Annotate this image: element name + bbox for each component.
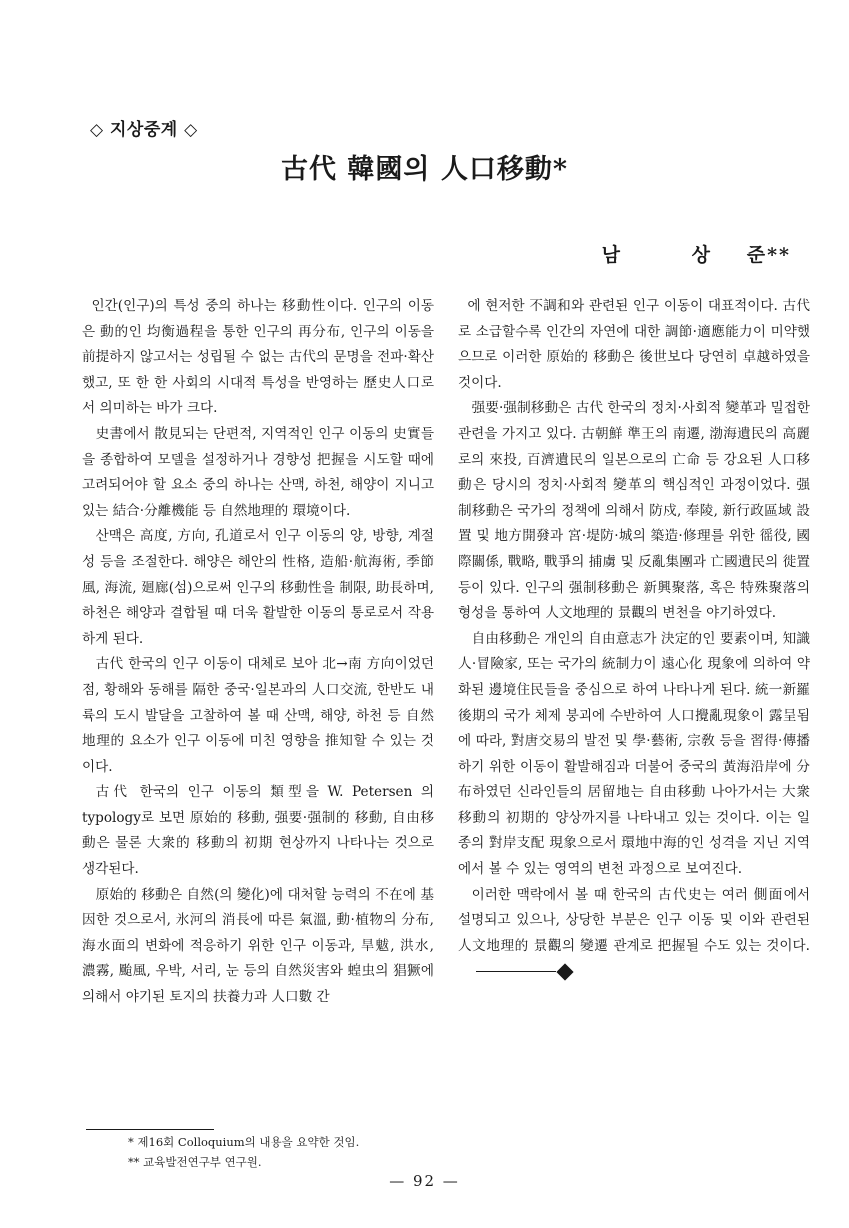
footnote-divider — [86, 1129, 214, 1130]
page-number: — 92 — — [389, 1172, 460, 1190]
author-char: 상 — [691, 244, 712, 266]
left-column — [82, 294, 434, 1011]
section-label: ◇ 지상중계 ◇ — [90, 120, 198, 140]
article-title: 古代 韓國의 人口移動* — [280, 154, 568, 185]
paragraph: 산맥은 高度, 方向, 孔道로서 인구 이동의 양, 방향, 계절성 등을 조절한다. 해양은 해안의 性格, 造船·航海術, 季節風, 海流, 廻廊(섬)으로써 인구의 移動性을 制限, 助長하며, 하천은 해양과 결합될 때 더욱 활발한 이동의 통로로서 작용하게 된다. — [82, 528, 434, 647]
paragraph: 古代 한국의 인구 이동의 類型을 W. Petersen 의 typology로 보면 原始的 移動, 强要·强制的 移動, 自由移動은 물론 大衆的 移動의 初期 현상까지 나타나는 것으로 생각된다. — [82, 784, 434, 878]
footnote: ** 교육발전연구부 연구원. — [128, 1155, 262, 1169]
paragraph-text: 이러한 맥락에서 볼 때 한국의 古代史는 여러 側面에서 설명되고 있으나, 상당한 부분은 인구 이동 및 이와 관련된 人文地理的 景觀의 變遷 관계로 把握될 수도 있는 것이다. — [458, 886, 810, 954]
paragraph: 强要·强制移動은 古代 한국의 정치·사회적 變革과 밀접한 관련을 가지고 있다. 古朝鮮 準王의 南遷, 渤海遺民의 高麗로의 來投, 百濟遺民의 일본으로의 亡命 등 강요된 人口移動은 당시의 정치·사회적 變革의 핵심적인 과정이었다. 强制移動은 국가의 정책에 의해서 防戍, 奉陵, 新行政區域 設置 및 地方開發과 宮·堤防·城의 築造·修理를 위한 徭役, 國際關係, 戰略, 戰爭의 捕虜 및 反亂集團과 亡國遺民의 徙置 등이 있다. 인구의 强制移動은 新興聚落, 혹은 特殊聚落의 형성을 통하여 人文地理的 景觀의 변천을 야기하였다. — [458, 400, 810, 622]
paragraph-last — [458, 883, 810, 985]
author-char: 남 — [601, 244, 622, 266]
paragraph: 인간(인구)의 특성 중의 하나는 移動性이다. 인구의 이동은 動的인 均衡過程을 통한 인구의 再分布, 인구의 이동을 前提하지 않고서는 성립될 수 없는 古代의 문명을 전파·확산했고, 또 한 한 사회의 시대적 특성을 반영하는 歷史人口로서 의미하는 바가 크다. — [82, 298, 434, 417]
right-column — [458, 294, 810, 985]
paragraph: 古代 한국의 인구 이동이 대체로 보아 北→南 方向이었던 점, 황해와 동해를 隔한 중국·일본과의 人口交流, 한반도 내륙의 도시 발달을 고찰하여 볼 때 산맥, 해양, 하천 등 自然地理的 요소가 인구 이동에 미친 영향을 推知할 수 있는 것이다. — [82, 656, 434, 775]
author-char: 준** — [746, 244, 791, 266]
footnote: * 제16회 Colloquium의 내용을 요약한 것임. — [128, 1135, 360, 1149]
author-name — [567, 240, 791, 267]
end-mark-icon — [462, 959, 571, 985]
paragraph: 에 현저한 不調和와 관련된 인구 이동이 대표적이다. 古代로 소급할수록 인간의 자연에 대한 調節·適應能力이 미약했으므로 이러한 原始的 移動은 後世보다 당연히 卓越하였을 것이다. — [458, 298, 810, 391]
paragraph: 原始的 移動은 自然(의 變化)에 대처할 능력의 不在에 基因한 것으로서, 氷河의 消長에 따른 氣溫, 動·植物의 分布, 海水面의 변화에 적응하기 위한 인구 이동과, 旱魃, 洪水, 濃霧, 颱風, 우박, 서리, 눈 등의 自然災害와 蝗虫의 猖獗에 의해서 야기된 토지의 扶養力과 人口數 간 — [82, 886, 434, 1006]
paragraph: 自由移動은 개인의 自由意志가 決定的인 要素이며, 知識人·冒險家, 또는 국가의 統制力이 遠心化 現象에 의하여 약화된 邊境住民들을 중심으로 하여 나타나게 된다. 統一新羅 後期의 국가 체제 붕괴에 수반하여 人口攪亂現象이 露呈됨에 따라, 對唐交易의 발전 및 學·藝術, 宗敎 등을 習得·傳播하기 위한 이동이 활발해짐과 더불어 중국의 黃海沿岸에 分布하였던 신라인들의 居留地는 自由移動 나아가서는 大衆移動의 初期的 양상까지를 나타내고 있는 것이다. 이는 일종의 對岸支配 現象으로서 環地中海的인 성격을 지닌 지역에서 볼 수 있는 영역의 변천 과정으로 보여진다. — [458, 630, 810, 878]
paragraph: 史書에서 散見되는 단편적, 지역적인 인구 이동의 史實들을 종합하여 모델을 설정하거나 경향성 把握을 시도할 때에 고려되어야 할 요소 중의 하나는 산맥, 하천, 해양이 지니고 있는 結合·分離機能 등 自然地理的 環境이다. — [82, 425, 434, 519]
footnotes — [128, 1132, 359, 1172]
